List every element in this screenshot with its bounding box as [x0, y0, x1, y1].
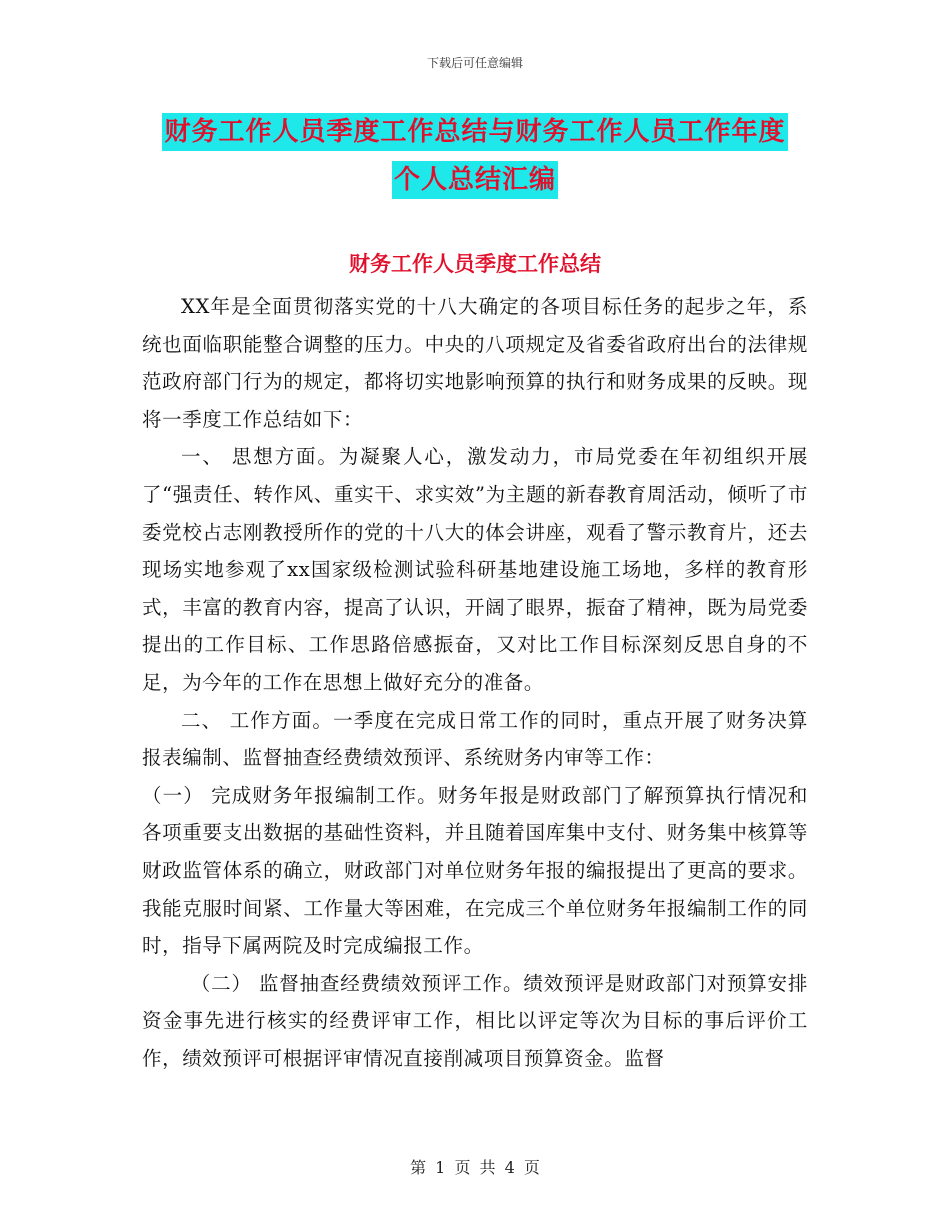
document-title	[0, 108, 950, 204]
page-number: 第 1 页 共 4 页	[410, 1158, 540, 1177]
section-title: 财务工作人员季度工作总结	[349, 252, 601, 276]
header-note: 下载后可任意编辑	[426, 56, 523, 70]
paragraph-intro: XX年是全面贯彻落实党的十八大确定的各项目标任务的起步之年，系统也面临职能整合调整的压力。中央的八项规定及省委省政府出台的法律规范政府部门行为的规定，都将切实地影响预算的执行和财务成果的反映。现将一季度工作总结如下：	[142, 295, 808, 431]
paragraph-performance-review: （二） 监督抽查经费绩效预评工作。绩效预评是财政部门对预算安排资金事先进行核实的经费评审工作，相比以评定等次为目标的事后评价工作，绩效预评可根据评审情况直接削减项目预算资金。监督	[142, 971, 808, 1070]
paragraph-thought: 一、 思想方面。为凝聚人心，激发动力，市局党委在年初组织开展了“强责任、转作风、重实干、求实效”为主题的新春教育周活动，倾听了市委党校占志刚教授所作的党的十八大的体会讲座，观看了警示教育片，还去现场实地参观了xx国家级检测试验科研基地建设施工场地，多样的教育形式，丰富的教育内容，提高了认识，开阔了眼界，振奋了精神，既为局党委提出的工作目标、工作思路倍感振奋，又对比工作目标深刻反思自身的不足，为今年的工作在思想上做好充分的准备。	[142, 445, 808, 694]
paragraph-work: 二、 工作方面。一季度在完成日常工作的同时，重点开展了财务决算报表编制、监督抽查经费绩效预评、系统财务内审等工作：	[142, 708, 808, 770]
document-title-line-2: 个人总结汇编	[392, 161, 558, 199]
document-body	[142, 288, 808, 1077]
document-title-line-1: 财务工作人员季度工作总结与财务工作人员工作年度	[162, 113, 787, 151]
paragraph-annual-report: （一） 完成财务年报编制工作。财务年报是财政部门了解预算执行情况和各项重要支出数据的基础性资料，并且随着国库集中支付、财务集中核算等财政监管体系的确立，财政部门对单位财务年报的编报提出了更高的要求。我能克服时间紧、工作量大等困难，在完成三个单位财务年报编制工作的同时，指导下属两院及时完成编报工作。	[142, 783, 808, 958]
